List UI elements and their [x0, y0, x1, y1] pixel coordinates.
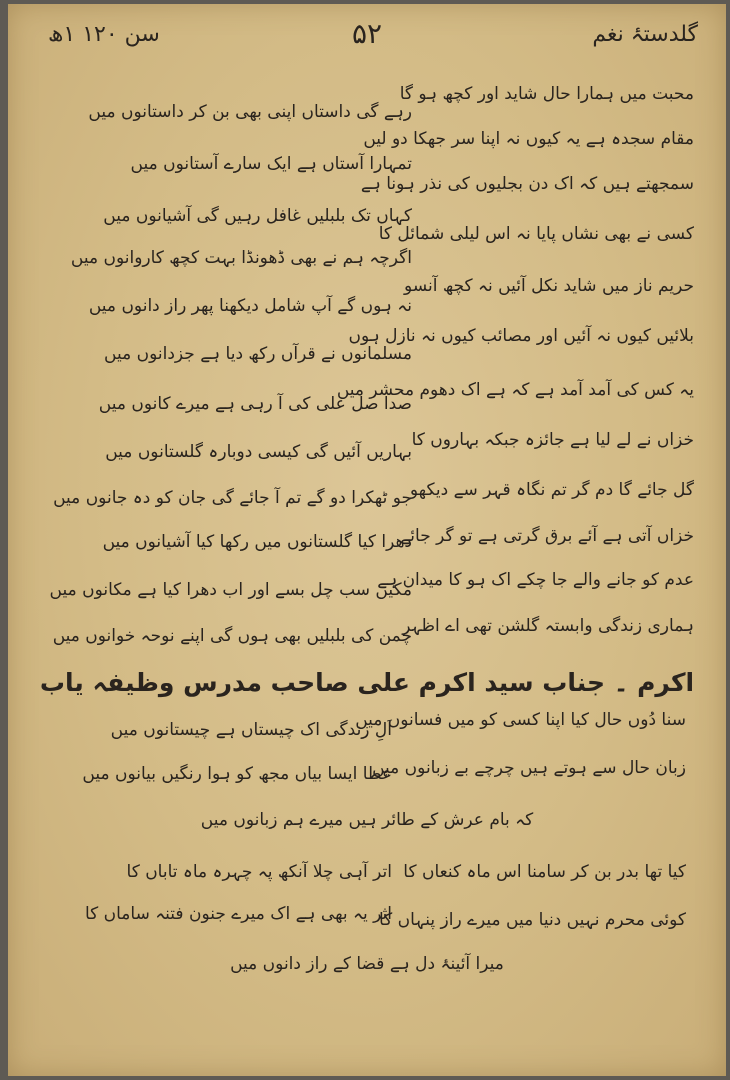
verse-line: چمن کی بلبلیں بھی ہوں گی اپنے نوحہ خوانوں میں — [52, 626, 412, 646]
verse-line: تمہارا آستاں ہے ایک سارے آستانوں میں — [130, 154, 412, 174]
verse-line: عدم کو جانے والے جا چکے اک ہو کا میدان ہے — [377, 570, 694, 590]
verse-line: بلائیں کیوں نہ آئیں اور مصائب کیوں نہ نازل ہوں — [348, 326, 694, 346]
verse-line: کہاں تک بلبلیں غافل رہیں گی آشیانوں میں — [103, 206, 412, 226]
verse-line: سمجھتے ہیں کہ اک دن بجلیوں کی نذر ہونا ہے — [360, 174, 694, 194]
verse-line: یہ کس کی آمد آمد ہے کہ ہے اک دھوم محشر میں — [336, 380, 694, 400]
verse-line: کیا تھا بدر بن کر سامنا اس ماہ کنعاں کا — [403, 862, 686, 882]
verse-line: ہماری زندگی وابستہ گلشن تھی اے اظہر — [402, 616, 694, 636]
verse-line: اثر یہ بھی ہے اک میرے جنون فتنہ ساماں کا — [84, 904, 392, 924]
poet-heading: اکرم ۔ جناب سید اکرم علی صاحب مدرس وظیفہ یاب — [39, 668, 695, 697]
verse-line: جو ٹھکرا دو گے تم آ جائے گی جان کو دہ جانوں میں — [53, 488, 412, 508]
verse-line: خزاں نے لے لیا ہے جائزہ جبکہ بہاروں کا — [411, 430, 694, 450]
verse-line: زبان حال سے ہوتے ہیں چرچے بے زبانوں میں — [372, 758, 686, 778]
verse-line: کوئی محرم نہیں دنیا میں میرے راز پنہاں کا — [378, 910, 686, 930]
verse-line: نہ ہوں گے آپ شامل دیکھنا پھر راز دانوں میں — [88, 296, 412, 316]
verse-line: اتر آہی چلا آنکھ پہ چہرہ ماہ تاباں کا — [126, 862, 392, 882]
verse-line: کسی نے بھی نشاں پایا نہ اس لیلی شمائل کا — [378, 224, 694, 244]
verse-line: گل جائے گا دم گر تم نگاہ قہر سے دیکھو — [409, 480, 694, 500]
year-label: سن ۱۲۰ ۱ھ — [48, 22, 160, 47]
verse-line: دھرا کیا گلستانوں میں رکھا کیا آشیانوں میں — [102, 532, 412, 552]
page-number: ۵۲ — [351, 17, 383, 50]
verse-line: حریم ناز میں شاید نکل آئیں نہ کچھ آنسو — [404, 276, 694, 296]
verse-line: اَلِ زندگی اک چیستاں ہے چیستانوں میں — [110, 720, 392, 740]
verse-line: رہے گی داستاں اپنی بھی بن کر داستانوں میں — [88, 102, 412, 122]
verse-line: سنا دُوں حال کیا اپنا کسی کو میں فسانوں میں — [355, 710, 686, 730]
verse-line: عطا ایسا بیاں مجھ کو ہوا رنگیں بیانوں میں — [82, 764, 392, 784]
verse-line: کہ بام عرش کے طائر ہیں میرے ہم زبانوں میں — [200, 810, 534, 830]
verse-line: میرا آئینۂ دل ہے قضا کے راز دانوں میں — [230, 954, 504, 974]
verse-line: اگرچہ ہم نے بھی ڈھونڈا بہت کچھ کاروانوں میں — [70, 248, 412, 268]
verse-line: مکیں سب چل بسے اور اب دھرا کیا ہے مکانوں میں — [49, 580, 412, 600]
verse-line: بہاریں آئیں گی کیسی دوبارہ گلستانوں میں — [105, 442, 412, 462]
verse-line: خزاں آتی ہے آئے برق گرتی ہے تو گر جائے — [400, 526, 694, 546]
book-title: گلدستۂ نغم — [592, 22, 698, 47]
book-page — [8, 4, 726, 1076]
verse-line: مقام سجدہ ہے یہ کیوں نہ اپنا سر جھکا دو لیں — [363, 129, 694, 149]
verse-line: صدا صل علی کی آ رہی ہے میرے کانوں میں — [98, 394, 412, 414]
verse-line: مسلمانوں نے قرآں رکھ دیا ہے جزدانوں میں — [104, 344, 412, 364]
verse-line: محبت میں ہمارا حال شاید اور کچھ ہو گا — [399, 84, 694, 104]
